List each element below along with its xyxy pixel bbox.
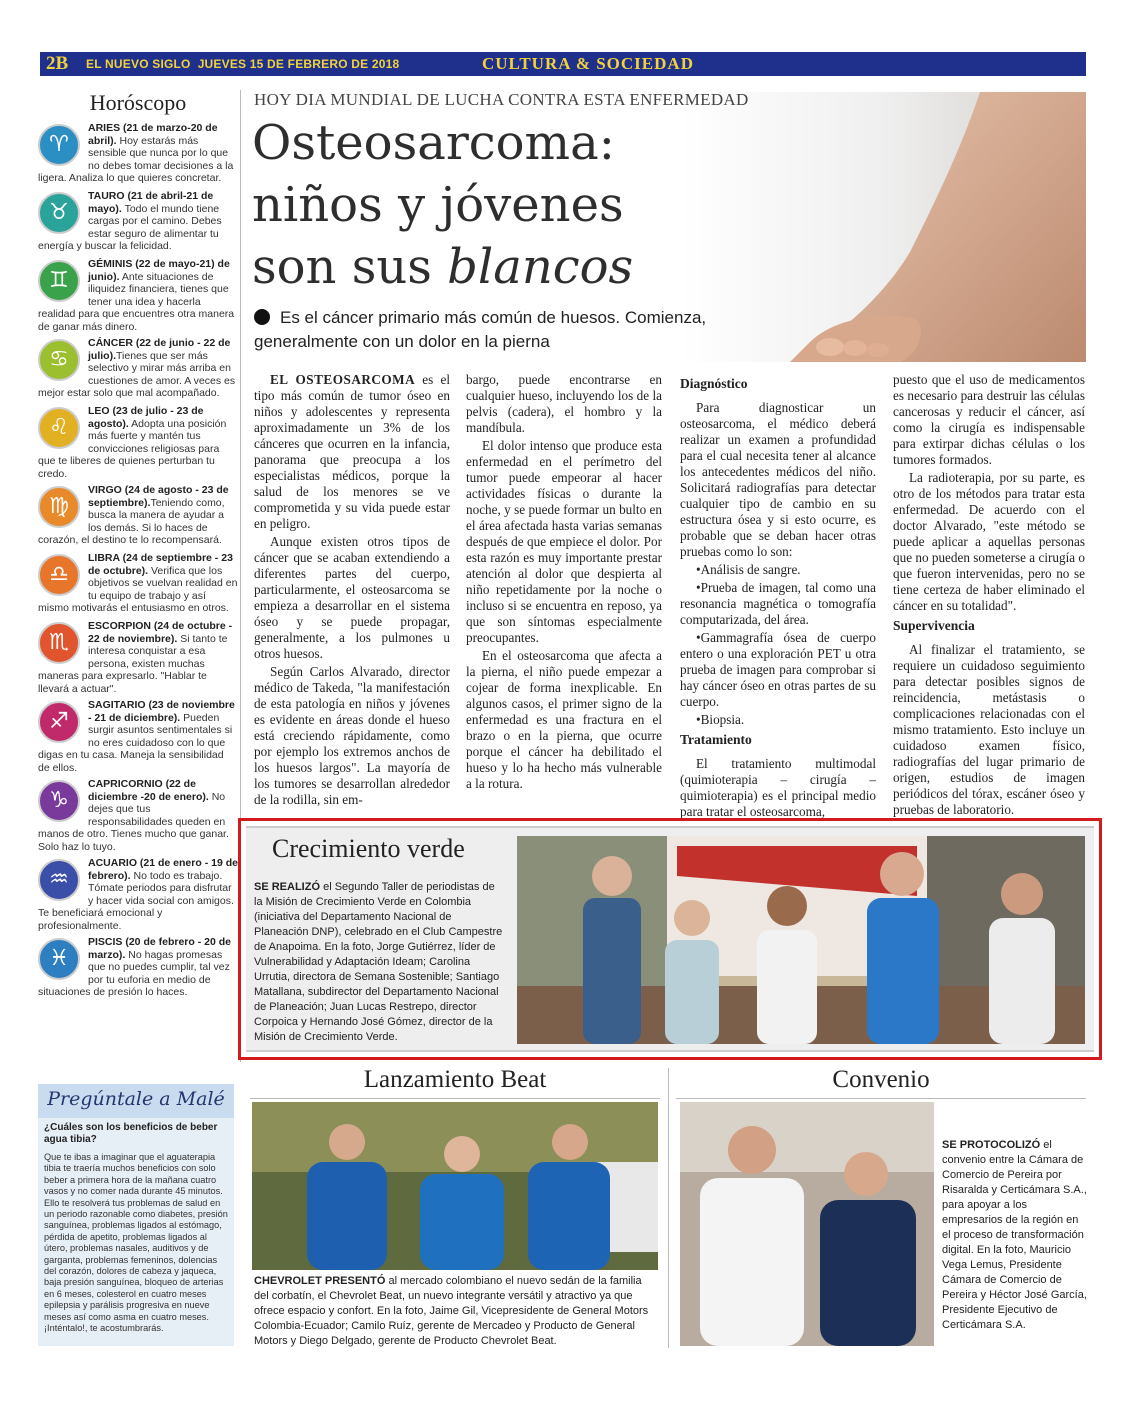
ask-male-box [38,1084,234,1346]
sign-name: LEO (23 de julio - 23 de agosto). [88,405,204,430]
horoscope-sign [38,190,238,254]
aries-icon: ♈ [38,124,80,166]
lanzamiento-beat-photo [252,1102,658,1270]
masthead-date: EL NUEVO SIGLO JUEVES 15 DE FEBRERO DE 2018 [86,57,400,71]
horoscope-sign [38,122,238,186]
sign-name: PISCIS (20 de febrero - 20 de marzo). [88,936,231,961]
sign-name: LIBRA (24 de septiembre - 23 de octubre). [88,552,233,577]
horoscope-column [38,90,238,1004]
sign-name: ACUARIO (21 de enero - 19 de febrero). [88,857,238,882]
subhead-diagnostico: Diagnóstico [680,376,748,391]
sign-name: ESCORPION (24 de octubre - 22 de noviembre). [88,620,233,645]
horoscope-sign [38,620,238,695]
column-divider [668,1068,669,1348]
sagittarius-icon: ♐ [38,701,80,743]
convenio-caption: SE PROTOCOLIZÓ el convenio entre la Cámara de Comercio de Pereira por Risaralda y Certicámara S.A., para apoyar a los empresarios de la región en el proceso de transformación digital. En la foto, Mauricio Vega Lemus, Presidente Cámara de Comercio de Pereira y Héctor José García, Presidente Ejecutivo de Certicámara S.A. [942,1139,1087,1331]
sign-name: CAPRICORNIO (22 de diciembre -20 de enero). [88,778,209,803]
sign-text: Teniendo como, busca la manera de ayudar a los demás. Si lo haces de corazón, el destino te lo recompensará. [38,496,225,546]
sign-name: TAURO (21 de abril-21 de mayo). [88,190,214,215]
title-rule [250,1098,660,1099]
bullet-dot-icon [254,309,270,325]
article-column-1: EL OSTEOSARCOMA es el tipo más común de tumor óseo en niños y adolescentes y representa aproximadamente un 3% de los cánceres que ocurren en la infancia, panorama que preocupa a los especialistas médicos, porque la salud de los menores se ve comprometida y su vida puede estar en peligro. Aunque existen otros tipos de cáncer que se acaban extendiendo a diferentes partes del cuerpo, particularmente, el osteosarcoma se empieza a desarrollar en el sistema óseo y se puede propagar, generalmente, a los pulmones u otros huesos. Según Carlos Alvarado, director médico de Takeda, "la manifestación de esta patología en niños y jóvenes es evidente en áreas donde el hueso está creciendo rápidamente, como por ejemplo los extremos anchos de los huesos largos". La mayoría de los tumores se desarrollan alrededor de la rodilla, sin em- [254,372,450,807]
ask-male-title: Pregúntale a Malé [38,1084,234,1118]
page-number: 2B [46,53,69,74]
lanzamiento-beat-title: Lanzamiento Beat [363,1066,547,1093]
article-column-2: bargo, puede encontrarse en cualquier hueso, incluyendo los de la pelvis (cadera), el hombro y la mandíbula. El dolor intenso que produce esta enfermedad en el perímetro del tumor puede empeorar al hacer actividades físicas o durante la noche, y se puede formar un bulto en el área afectada hasta varias semanas después de que empiece el dolor. Por esta razón es muy importante prestar atención al dolor que despierta al niño repetidamente por la noche o incluso si se encuentra en reposo, ya que son síntomas especialmente preocupantes. En el osteosarcoma que afecta a la pierna, el niño puede empezar a cojear de forma inexplicable. En algunos casos, el primer signo de la enfermedad es una fractura en el brazo o en la pierna, que ocurre porque el cáncer ha debilitado el hueso y lo ha hecho más vulnerable a la rotura. [466,372,662,791]
capricorn-icon: ♑ [38,780,80,822]
article-column-4: puesto que el uso de medicamentos es necesario para destruir las células cancerosas y reducir el cáncer, así como la cirugía es indispensable para extirpar dichas células o los tumores formados. La radioterapia, por su parte, es otro de los métodos para tratar esta enfermedad. De acuerdo con el doctor Alvarado, "este método se puede aplicar a aquellas personas que no pueden someterse a cirugía o que fueron intervenidas, pero no se tiene certeza de haber eliminado el cáncer en su totalidad". Supervivencia Al finalizar el tratamiento, se requiere un cuidadoso seguimiento para detectar posibles signos de reincidencia, metástasis o complicaciones relacionadas con el mismo tratamiento. Esto incluye un cuidadoso examen físico, radiografías del lugar primario de origen, estudios de imagen periódicos del tórax, escáner óseo y pruebas de laboratorio. [893,372,1085,817]
convenio-photo [680,1102,934,1346]
gemini-icon: ♊ [38,260,80,302]
section-title: CULTURA & SOCIEDAD [482,54,694,73]
lanzamiento-beat-caption: CHEVROLET PRESENTÓ al mercado colombiano el nuevo sedán de la familia del corbatín, el Chevrolet Beat, un nuevo integrante versátil y atractivo ya que ofrece espacio y confort. En la foto, Jaime Gil, Vicepresidente de General Motors Colombia-Ecuador; Camilo Ruíz, gerente de Mercadeo y Producto de General Motors y Diego Delgado, gerente de Producto Chevrolet Beat. [254,1275,649,1347]
pisces-icon: ♓ [38,938,80,980]
crecimiento-verde-title: Crecimiento verde [272,834,465,863]
horoscope-sign [38,552,238,616]
article-dek: Es el cáncer primario más común de huesos. Comienza, generalmente con un dolor en la pierna [254,308,707,351]
ask-answer: Que te ibas a imaginar que el aguaterapia tibia te traería muchos beneficios con solo beber a primera hora de la mañana cuatro vasos y no comer nada durante 45 minutos. Ello te resolverá tus problemas de salud en un periodo razonable como diabetes, presión sanguínea, problemas ligados al estómago, pérdida de apetito, problemas ligados al útero, problemas nasales, auditivos y de garganta, problemas femeninos, dolencias del corazón, dolores de cabeza y jaqueca, baja presión sanguínea, bloqueo de arterias en 6 meses, colesterol en cuatro meses epilepsia y parálisis progresiva en nueve meses así como asma en cuatro meses. ¡Inténtalo!, te acostumbrarás. [44,1152,228,1334]
subhead-tratamiento: Tratamiento [680,732,752,747]
sign-text: Adopta una posición más fuerte y mantén tus convicciones religiosas para que te liberes de quienes perturban tu credo. [38,417,227,480]
crecimiento-verde-photo [517,836,1085,1044]
sign-text: Si tanto te interesa conquistar a esa persona, existen muchas maneras para expresarlo. "Hablar te llevará a actuar". [38,632,228,695]
article-column-3: Diagnóstico Para diagnosticar un osteosarcoma, el médico deberá realizar un examen a profundidad para el cual necesita tener al alcance los antecedentes médicos del niño. Solicitará radiografías para detectar cualquier tipo de cambio en su estructura ósea y si esto ocurre, es probable que se deban hacer otras pruebas como lo son: •Análisis de sangre. •Prueba de imagen, tal como una resonancia magnética o tomografía computarizada, del área. •Gammagrafía ósea de cuerpo entero o una exploración PET u otra prueba de imagen para comprobar si hay cáncer óseo en otras partes de su cuerpo. •Biopsia. Tratamiento El tratamiento multimodal (quimioterapia – cirugía – quimioterapia) es el principal medio para tratar el osteosarcoma, [680,376,876,819]
horoscope-sign [38,258,238,333]
virgo-icon: ♍ [38,486,80,528]
cancer-icon: ♋ [38,339,80,381]
horoscope-sign [38,484,238,548]
horoscope-sign [38,405,238,480]
sign-name: SAGITARIO (23 de noviembre - 21 de diciembre). [88,699,235,724]
sign-name: VIRGO (24 de agosto - 23 de septiembre). [88,484,229,509]
horoscope-sign [38,778,238,853]
sign-name: CÁNCER (22 de junio - 22 de julio). [88,337,231,362]
ask-question: ¿Cuáles son los beneficios de beber agua tibia? [44,1122,218,1145]
sign-text: Ante situaciones de iliquidez financiera, tienes que tener una idea y hacerla realidad para que encuentres otra manera de ganar más dinero. [38,270,235,333]
horoscope-title: Horóscopo [89,90,187,115]
sign-name: ARIES (21 de marzo-20 de abril). [88,122,218,147]
horoscope-sign [38,857,238,932]
article-headline: Osteosarcoma: niños y jóvenes son sus blancos [252,115,634,295]
subhead-supervivencia: Supervivencia [893,618,975,633]
horoscope-sign [38,699,238,774]
scorpio-icon: ♏ [38,622,80,664]
page-header-bar [40,52,1086,76]
taurus-icon: ♉ [38,192,80,234]
leo-icon: ♌ [38,407,80,449]
sign-text: Verifica que los objetivos se vuelvan realidad en tu equipo de trabajo y así mismo motivarás el entusiasmo en otros. [38,564,238,614]
libra-icon: ♎ [38,554,80,596]
horoscope-sign [38,337,238,401]
crecimiento-verde-caption: SE REALIZÓ el Segundo Taller de periodistas de la Misión de Crecimiento Verde en Colombia (iniciativa del Departamento Nacional de Planeación DNP), celebrado en el Club Campestre de Anapoima. En la foto, Jorge Gutiérrez, líder de Vulnerabilidad y Adaptación Ideam; Carolina Urrutia, directora de Semana Sostenible; Santiago Matallana, subdirector del Departamento Nacional de Planeación; Juan Lucas Restrepo, director Corpoica y Hernando José Gómez, director de la Misión de Crecimiento Verde. [254,881,503,1043]
title-rule [676,1098,1086,1099]
sign-text: No todo es trabajo. Tómate periodos para disfrutar y hacer vida social con amigos. Te beneficiará emocional y profesionalmente. [38,869,234,932]
sign-text: No hagas promesas que no puedes cumplir, tal vez por tu euforia en medio de situaciones de presión lo haces. [38,948,230,998]
convenio-title: Convenio [832,1066,930,1093]
sign-text: Todo el mundo tiene cargas por el camino. Debes estar seguro de alimentar tu energía y buscar la felicidad. [38,202,222,252]
aquarius-icon: ♒ [38,859,80,901]
sign-text: Hoy estarás más sensible que nunca por lo que no debes tomar decisiones a la ligera. Analiza lo que quieres concretar. [38,134,234,184]
sign-name: GÉMINIS (22 de mayo-21) de junio). [88,258,230,283]
horoscope-sign [38,936,238,1000]
article-kicker: HOY DIA MUNDIAL DE LUCHA CONTRA ESTA ENFERMEDAD [254,90,749,109]
sign-text: No dejes que tus responsabilidades queden en manos de otro. Tienes mucho que ganar. Solo haz lo tuyo. [38,790,229,853]
sign-text: Pueden surgir asuntos sentimentales si no eres cuidadoso con lo que digas en tu casa. Maneja la sensibilidad de ellos. [38,711,233,774]
sign-text: Tienes que ser más selectivo y mirar más arriba en cuestiones de amor. A veces es mejor estar solo que mal acompañado. [38,349,236,399]
